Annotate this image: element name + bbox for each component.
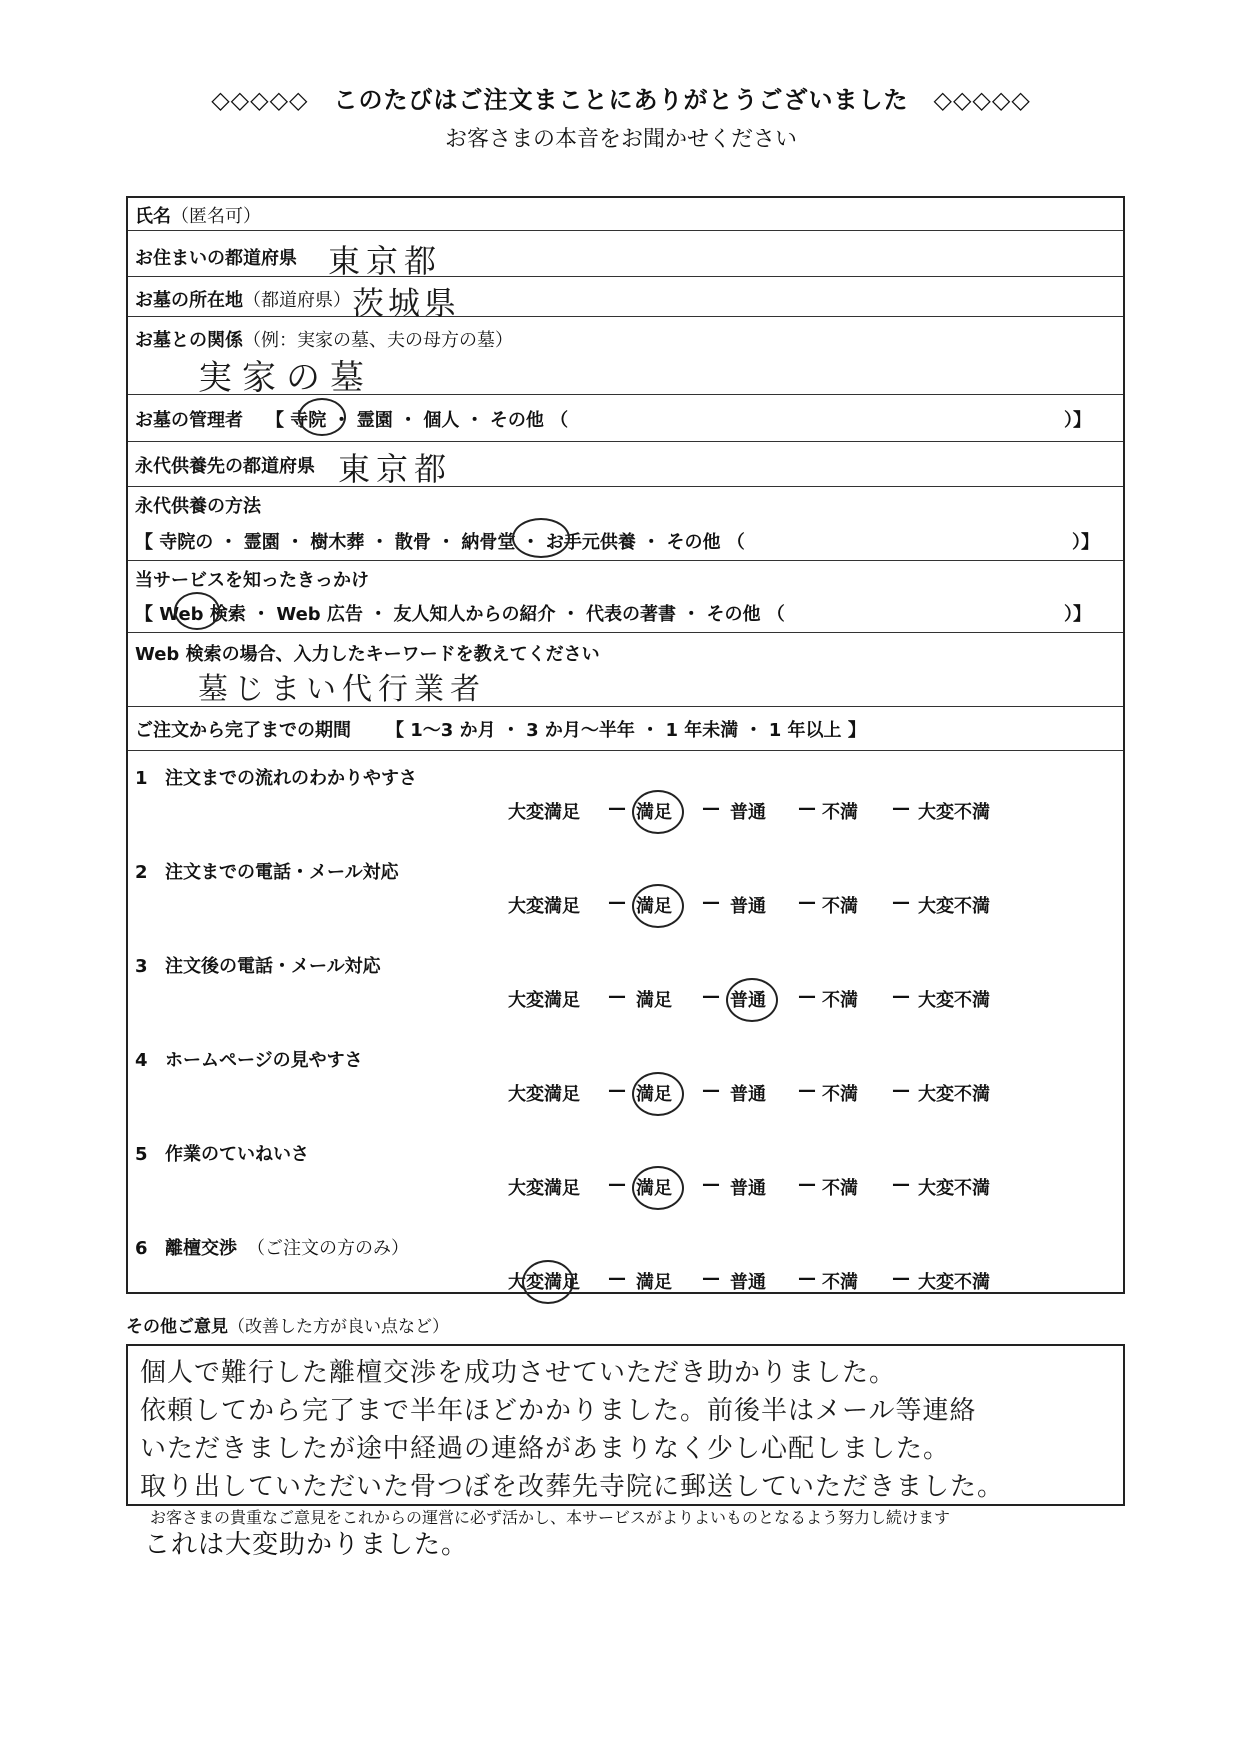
question-6-label: 6 離檀交渉 （ご注文の方のみ） xyxy=(135,1238,409,1259)
source-label: 当サービスを知ったきっかけ xyxy=(135,570,369,591)
question-2-label: 2 注文までの電話・メール対応 xyxy=(135,862,399,883)
scale-option[interactable]: 大変満足 xyxy=(508,896,580,917)
relation-value: 実家の墓 xyxy=(198,358,374,398)
scale-dash: — xyxy=(798,1080,816,1101)
question-4-label: 4 ホームページの見やすさ xyxy=(135,1050,363,1071)
scale-dash: — xyxy=(892,892,910,913)
scale-option[interactable]: 大変満足 xyxy=(508,802,580,823)
residence-value: 東京都 xyxy=(328,242,443,280)
relation-label: お墓との関係（例：実家の墓、夫の母方の墓） xyxy=(135,330,513,351)
scale-dash: — xyxy=(798,1268,816,1289)
comments-label: その他ご意見（改善した方が良い点など） xyxy=(126,1317,449,1337)
scale-dash: — xyxy=(892,1174,910,1195)
scale-dash: — xyxy=(608,1080,626,1101)
scale-dash: — xyxy=(798,892,816,913)
question-1-scale xyxy=(508,798,1108,828)
name-label: 氏名（匿名可） xyxy=(135,206,261,227)
scale-option[interactable]: 満足 xyxy=(636,1272,672,1293)
period-label: ご注文から完了までの期間 xyxy=(135,720,351,741)
scale-option[interactable]: 満足 xyxy=(636,1084,672,1105)
scale-option[interactable]: 大変満足 xyxy=(508,1178,580,1199)
scale-option[interactable]: 不満 xyxy=(822,990,858,1011)
scale-dash: — xyxy=(608,986,626,1007)
question-2-scale xyxy=(508,892,1108,922)
scale-option[interactable]: 大変満足 xyxy=(508,1084,580,1105)
page-title: ◇◇◇◇◇ このたびはご注文まことにありがとうございました ◇◇◇◇◇ xyxy=(211,86,1031,114)
survey-form xyxy=(126,196,1125,1294)
grave-location-label: お墓の所在地（都道府県） xyxy=(135,290,351,311)
manager-label: お墓の管理者 xyxy=(135,410,243,431)
scale-option[interactable]: 大変不満 xyxy=(918,1272,990,1293)
scale-option[interactable]: 不満 xyxy=(822,1084,858,1105)
source-selection-mark xyxy=(174,592,220,630)
question-1-label: 1 注文までの流れのわかりやすさ xyxy=(135,768,417,789)
scale-option[interactable]: 大変不満 xyxy=(918,1178,990,1199)
scale-dash: — xyxy=(892,986,910,1007)
scale-option[interactable]: 普通 xyxy=(730,1084,766,1105)
comments-box xyxy=(126,1344,1125,1506)
scale-option[interactable]: 普通 xyxy=(730,990,766,1011)
scale-option[interactable]: 満足 xyxy=(636,896,672,917)
question-3-label: 3 注文後の電話・メール対応 xyxy=(135,956,381,977)
scale-dash: — xyxy=(702,1174,720,1195)
question-3-scale xyxy=(508,986,1108,1016)
scale-option[interactable]: 大変不満 xyxy=(918,802,990,823)
scale-option[interactable]: 満足 xyxy=(636,1178,672,1199)
scale-dash: — xyxy=(702,1268,720,1289)
manager-options: 【 寺院 ・ 霊園 ・ 個人 ・ その他 （ xyxy=(266,410,569,431)
selection-mark xyxy=(632,790,684,834)
scale-option[interactable]: 不満 xyxy=(822,896,858,917)
scale-option[interactable]: 大変満足 xyxy=(508,990,580,1011)
footer-note: お客さまの貴重なご意見をこれからの運営に必ず活かし、本サービスがよりよいものとなるよう努力し続けます xyxy=(150,1508,951,1527)
eitai-pref-label: 永代供養先の都道府県 xyxy=(135,456,315,477)
source-close: ）】 xyxy=(1064,604,1091,625)
scale-option[interactable]: 不満 xyxy=(822,1178,858,1199)
eitai-method-label: 永代供養の方法 xyxy=(135,496,261,517)
scale-dash: — xyxy=(608,1174,626,1195)
scale-option[interactable]: 大変不満 xyxy=(918,990,990,1011)
eitai-method-selection-mark xyxy=(512,518,570,558)
question-5-label: 5 作業のていねいさ xyxy=(135,1144,309,1165)
scale-dash: — xyxy=(798,798,816,819)
scale-option[interactable]: 大変不満 xyxy=(918,896,990,917)
scale-option[interactable]: 不満 xyxy=(822,1272,858,1293)
question-5-scale xyxy=(508,1174,1108,1204)
comment-line: 依頼してから完了まで半年ほどかかりました。前後半はメール等連絡 xyxy=(140,1396,977,1426)
scale-option[interactable]: 満足 xyxy=(636,802,672,823)
scale-option[interactable]: 大変満足 xyxy=(508,1272,580,1293)
comment-line-continued: これは大変助かりました。 xyxy=(144,1530,469,1560)
selection-mark xyxy=(632,1072,684,1116)
scale-option[interactable]: 大変不満 xyxy=(918,1084,990,1105)
scale-dash: — xyxy=(798,986,816,1007)
scale-dash: — xyxy=(608,892,626,913)
eitai-method-options: 【 寺院の ・ 霊園 ・ 樹木葬 ・ 散骨 ・ 納骨堂 ・ お手元供養 ・ その他 （ xyxy=(135,532,745,553)
comment-line: いただきましたが途中経過の連絡があまりなく少し心配しました。 xyxy=(140,1434,951,1464)
scale-option[interactable]: 普通 xyxy=(730,1272,766,1293)
grave-location-value: 茨城県 xyxy=(352,284,461,322)
manager-selection-mark xyxy=(298,398,346,436)
question-4-scale xyxy=(508,1080,1108,1110)
scale-option[interactable]: 満足 xyxy=(636,990,672,1011)
scale-dash: — xyxy=(702,1080,720,1101)
scale-option[interactable]: 普通 xyxy=(730,1178,766,1199)
scale-option[interactable]: 普通 xyxy=(730,896,766,917)
comment-line: 取り出していただいた骨つぼを改葬先寺院に郵送していただきました。 xyxy=(140,1472,1005,1502)
question-6-scale xyxy=(508,1268,1108,1298)
selection-mark xyxy=(726,978,778,1022)
comment-line: 個人で難行した離檀交渉を成功させていただき助かりました。 xyxy=(140,1358,897,1388)
eitai-method-close: ）】 xyxy=(1072,532,1099,553)
selection-mark xyxy=(632,884,684,928)
scale-option[interactable]: 普通 xyxy=(730,802,766,823)
manager-close: ）】 xyxy=(1064,410,1091,431)
residence-label: お住まいの都道府県 xyxy=(135,248,297,269)
scale-dash: — xyxy=(892,1268,910,1289)
scale-dash: — xyxy=(798,1174,816,1195)
scale-dash: — xyxy=(892,798,910,819)
keyword-value: 墓じまい代行業者 xyxy=(198,672,486,707)
scale-dash: — xyxy=(608,1268,626,1289)
scale-option[interactable]: 不満 xyxy=(822,802,858,823)
scale-dash: — xyxy=(702,798,720,819)
page-subtitle: お客さまの本音をお聞かせください xyxy=(444,127,797,152)
keyword-label: Web 検索の場合、入力したキーワードを教えてください xyxy=(135,644,600,665)
scale-dash: — xyxy=(608,798,626,819)
eitai-pref-value: 東京都 xyxy=(338,450,453,488)
scale-dash: — xyxy=(702,892,720,913)
scale-dash: — xyxy=(892,1080,910,1101)
source-options: 【 Web 検索 ・ Web 広告 ・ 友人知人からの紹介 ・ 代表の著書 ・ その他 （ xyxy=(135,604,785,625)
selection-mark xyxy=(632,1166,684,1210)
selection-mark xyxy=(522,1260,574,1304)
period-options: 【 1～3 か月 ・ 3 か月～半年 ・ 1 年未満 ・ 1 年以上 】 xyxy=(386,720,866,741)
scale-dash: — xyxy=(702,986,720,1007)
